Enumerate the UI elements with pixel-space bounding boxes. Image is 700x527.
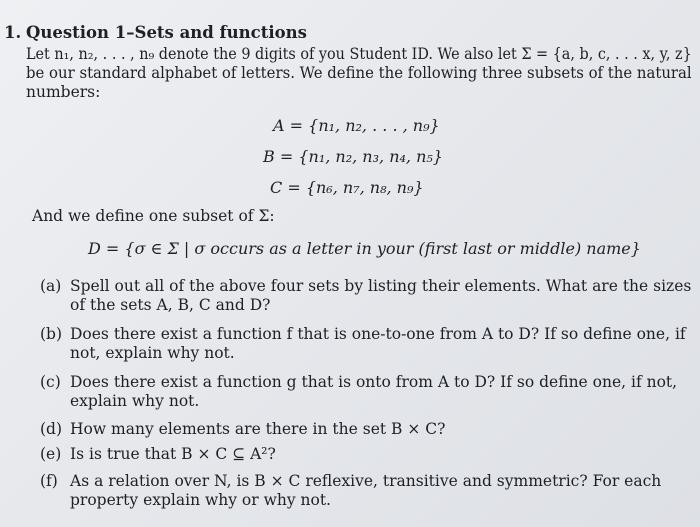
part-b-line-1: Does there exist a function f that is one-to-one from A to D? If so define one, if: [70, 325, 686, 343]
part-a-line-1: Spell out all of the above four sets by listing their elements. What are the sizes: [70, 277, 692, 295]
set-c-definition: C = {n₆, n₇, n₈, n₉}: [270, 178, 424, 197]
intro-line-1: Let n₁, n₂, . . . , n₉ denote the 9 digits of you Student ID. We also let Σ = {a, b, c, . . . x, y, z}: [26, 45, 692, 63]
part-c-line-2: explain why not.: [70, 392, 200, 410]
part-d-line-1: How many elements are there in the set B × C?: [70, 420, 446, 438]
part-a-label: (a): [40, 277, 62, 295]
set-a-definition: A = {n₁, n₂, . . . , n₉}: [273, 116, 440, 135]
part-b-line-2: not, explain why not.: [70, 344, 235, 362]
part-a-line-2: of the sets A, B, C and D?: [70, 296, 271, 314]
part-b-label: (b): [40, 325, 63, 343]
part-e-line-1: Is is true that B × C ⊆ A²?: [70, 445, 276, 463]
part-d-label: (d): [40, 420, 63, 438]
set-b-definition: B = {n₁, n₂, n₃, n₄, n₅}: [263, 147, 443, 166]
question-title: Question 1–Sets and functions: [26, 23, 307, 42]
part-c-label: (c): [40, 373, 61, 391]
part-f-line-1: As a relation over N, is B × C reflexive, transitive and symmetric? For each: [70, 472, 662, 490]
part-f-label: (f): [40, 472, 58, 490]
part-e-label: (e): [40, 445, 62, 463]
part-f-line-2: property explain why or why not.: [70, 491, 331, 509]
question-number: 1.: [4, 23, 22, 42]
subset-intro: And we define one subset of Σ:: [32, 207, 275, 225]
part-c-line-1: Does there exist a function g that is onto from A to D? If so define one, if not,: [70, 373, 678, 391]
intro-line-2: be our standard alphabet of letters. We define the following three subsets of the natural: [26, 64, 692, 82]
set-d-definition: D = {σ ∈ Σ | σ occurs as a letter in your (first last or middle) name}: [88, 239, 641, 258]
intro-line-3: numbers:: [26, 83, 101, 101]
